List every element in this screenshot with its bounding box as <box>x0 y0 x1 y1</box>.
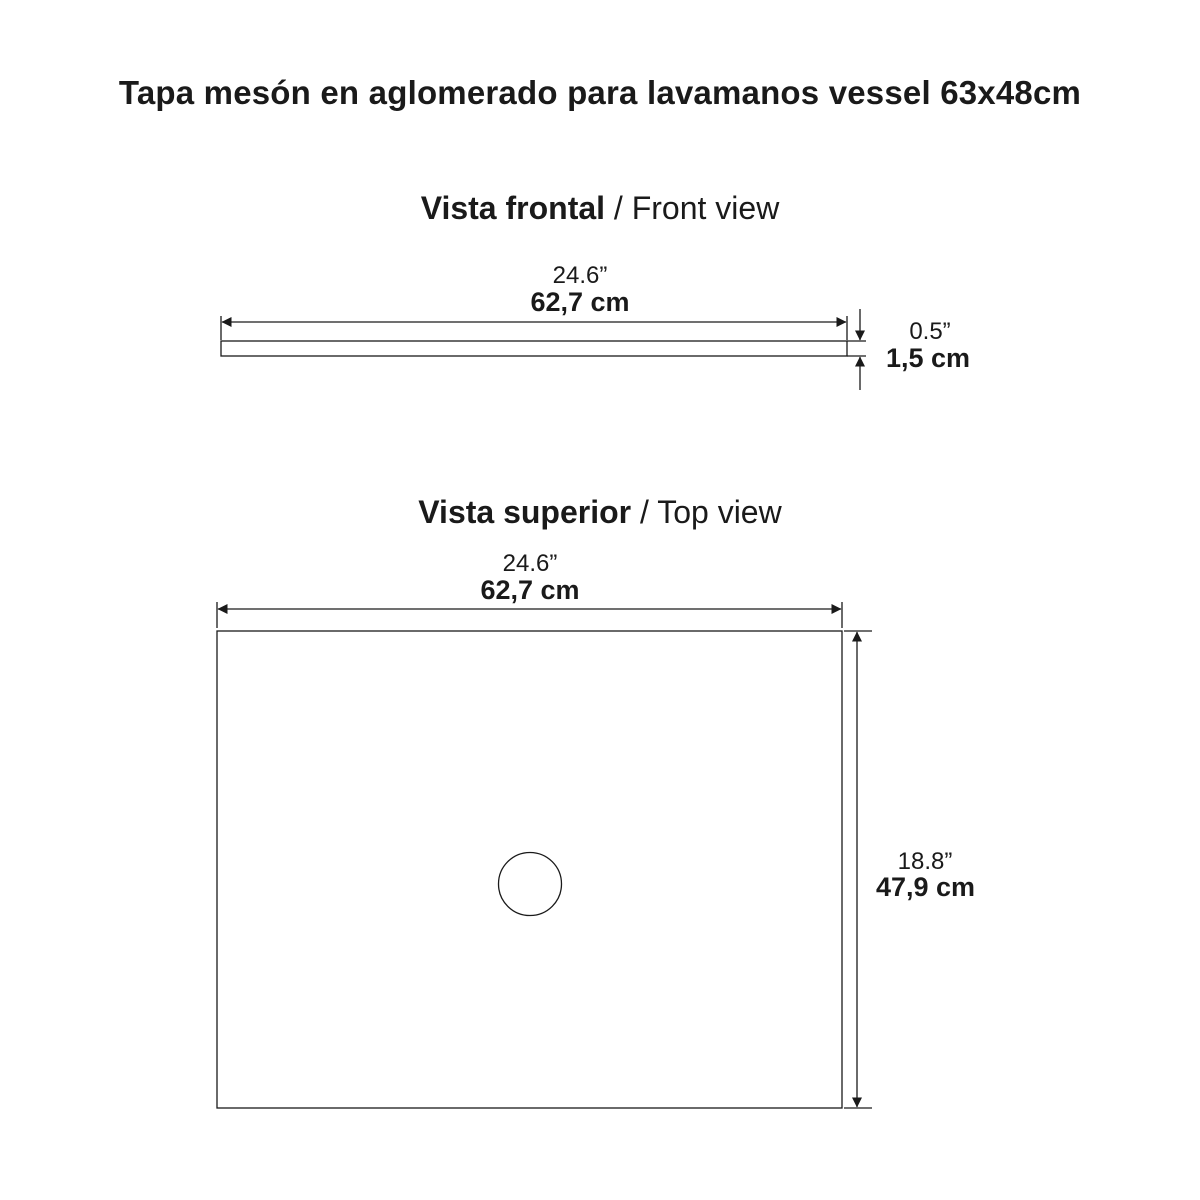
top-width-inches: 24.6” <box>502 550 558 577</box>
front-view-title-en: Front view <box>631 190 780 226</box>
page-title: Tapa mesón en aglomerado para lavamanos vessel 63x48cm <box>118 74 1082 111</box>
front-width-inches: 24.6” <box>552 262 608 289</box>
front-view-title-separator: / <box>605 190 632 226</box>
front-thickness-cm: 1,5 cm <box>885 343 971 373</box>
front-thickness-inches: 0.5” <box>909 318 951 345</box>
front-view-title-es: Vista frontal <box>420 190 606 226</box>
top-width-cm: 62,7 cm <box>480 575 580 605</box>
top-view-title-es: Vista superior <box>418 494 632 530</box>
top-depth-cm: 47,9 cm <box>875 872 976 902</box>
faucet-hole <box>499 853 562 916</box>
top-view-title-en: Top view <box>657 494 782 530</box>
top-view-panel <box>217 631 842 1108</box>
top-view-title-separator: / <box>631 494 658 530</box>
front-width-cm: 62,7 cm <box>530 287 630 317</box>
top-depth-inches: 18.8” <box>897 848 953 875</box>
front-view-panel <box>221 341 847 356</box>
